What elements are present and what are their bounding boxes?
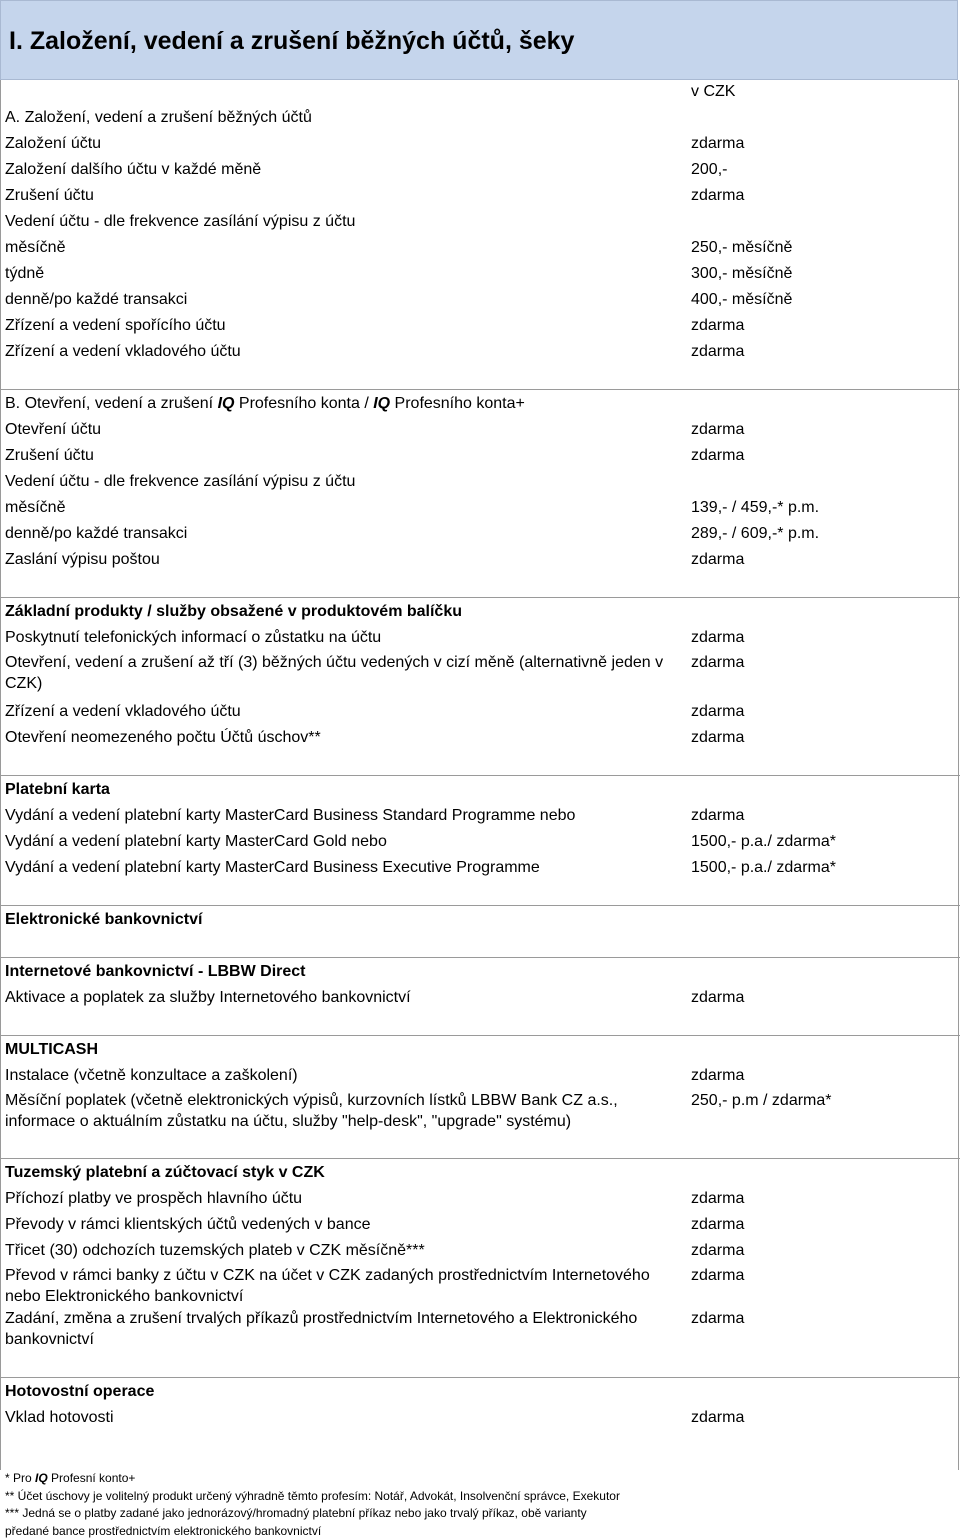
- section-elektro-title: Elektronické bankovnictví: [0, 906, 960, 932]
- table-row: Převody v rámci klientských účtů vedených v bance zdarma: [0, 1211, 960, 1237]
- table-row: Zaslání výpisu poštou zdarma: [0, 546, 960, 572]
- table-row: Příchozí platby ve prospěch hlavního účtu zdarma: [0, 1185, 960, 1211]
- section-zakladni-title: Základní produkty / služby obsažené v produktovém balíčku: [0, 598, 960, 624]
- table-row: Zřízení a vedení vkladového účtu zdarma: [0, 698, 960, 724]
- table-row: Zřízení a vedení spořícího účtu zdarma: [0, 312, 960, 338]
- page-title: I. Založení, vedení a zrušení běžných účtů, šeky: [9, 27, 574, 56]
- section-karta-title: Platební karta: [0, 776, 960, 802]
- table-row: Zrušení účtu zdarma: [0, 182, 960, 208]
- section-hotovost-title: Hotovostní operace: [0, 1378, 960, 1404]
- iq-logo-text: IQ: [218, 395, 235, 412]
- table-row: denně/po každé transakci 400,- měsíčně: [0, 286, 960, 312]
- section-divider: [0, 1352, 960, 1378]
- footnote: *** Jedná se o platby zadané jako jednorázový/hromadný platební příkaz nebo jako trvalý příkaz, obě varianty: [5, 1505, 620, 1523]
- table-row: Aktivace a poplatek za služby Internetového bankovnictví zdarma: [0, 984, 960, 1010]
- section-divider: [0, 880, 960, 906]
- table-row: Otevření účtu zdarma: [0, 416, 960, 442]
- table-row: denně/po každé transakci 289,- / 609,-* p.m.: [0, 520, 960, 546]
- section-multicash-title: MULTICASH: [0, 1036, 960, 1062]
- table-row: Vydání a vedení platební karty MasterCard Business Standard Programme nebo zdarma: [0, 802, 960, 828]
- table-row: měsíčně 250,- měsíčně: [0, 234, 960, 260]
- table-row: Vydání a vedení platební karty MasterCard Gold nebo 1500,- p.a./ zdarma*: [0, 828, 960, 854]
- table-row: Instalace (včetně konzultace a zaškolení) zdarma: [0, 1062, 960, 1088]
- table-row: Zrušení účtu zdarma: [0, 442, 960, 468]
- table-row: Vklad hotovosti zdarma: [0, 1404, 960, 1430]
- section-divider: [0, 572, 960, 598]
- section-divider: [0, 1136, 960, 1159]
- table-row: Vedení účtu - dle frekvence zasílání výpisu z účtu: [0, 208, 960, 234]
- iq-logo-text: IQ: [373, 395, 390, 412]
- table-row: Otevření, vedení a zrušení až tří (3) běžných účtu vedených v cizí měně (alternativně jeden v CZK) zdarma: [0, 650, 960, 698]
- table-row: Zřízení a vedení vkladového účtu zdarma: [0, 338, 960, 364]
- table-row: Třicet (30) odchozích tuzemských plateb v CZK měsíčně*** zdarma: [0, 1237, 960, 1263]
- footnote: * Pro IQ Profesní konto+: [5, 1470, 620, 1488]
- currency-label: v CZK: [691, 81, 735, 103]
- footnote: předané bance prostřednictvím elektronického bankovnictví: [5, 1523, 620, 1540]
- section-divider: [0, 932, 960, 958]
- table-row: Vedení účtu - dle frekvence zasílání výpisu z účtu: [0, 468, 960, 494]
- table-row: týdně 300,- měsíčně: [0, 260, 960, 286]
- section-internet-title: Internetové bankovnictví - LBBW Direct: [0, 958, 960, 984]
- section-divider: [0, 1010, 960, 1036]
- section-a-title: A. Založení, vedení a zrušení běžných účtů: [0, 104, 960, 130]
- page-header: [0, 0, 958, 80]
- footnotes: [5, 1470, 620, 1540]
- section-divider: [0, 750, 960, 776]
- table-row: měsíčně 139,- / 459,-* p.m.: [0, 494, 960, 520]
- iq-logo-text: IQ: [35, 1471, 48, 1485]
- table-row: Založení dalšího účtu v každé měně 200,-: [0, 156, 960, 182]
- table-row: Měsíční poplatek (včetně elektronických výpisů, kurzovních lístků LBBW Bank CZ a.s., informace o aktuálním zůstatku na účtu, služby "help-desk", "upgrade" systému) 250,- p.m / zdarma*: [0, 1088, 960, 1136]
- section-b-title: B. Otevření, vedení a zrušení IQ Profesního konta / IQ Profesního konta+: [0, 390, 960, 416]
- section-tuzemsky-title: Tuzemský platební a zúčtovací styk v CZK: [0, 1159, 960, 1185]
- fee-table: [0, 104, 960, 1430]
- section-divider: [0, 364, 960, 390]
- table-row: Poskytnutí telefonických informací o zůstatku na účtu zdarma: [0, 624, 960, 650]
- table-row: Zadání, změna a zrušení trvalých příkazů prostřednictvím Internetového a Elektronického bankovnictví zdarma: [0, 1306, 960, 1352]
- table-row: Vydání a vedení platební karty MasterCard Business Executive Programme 1500,- p.a./ zdarma*: [0, 854, 960, 880]
- table-row: Převod v rámci banky z účtu v CZK na účet v CZK zadaných prostřednictvím Internetového nebo Elektronického bankovnictví zdarma: [0, 1263, 960, 1306]
- table-row: Otevření neomezeného počtu Účtů úschov** zdarma: [0, 724, 960, 750]
- footnote: ** Účet úschovy je volitelný produkt určený výhradně těmto profesím: Notář, Advokát, Insolvenční správce, Exekutor: [5, 1488, 620, 1506]
- table-row: Založení účtu zdarma: [0, 130, 960, 156]
